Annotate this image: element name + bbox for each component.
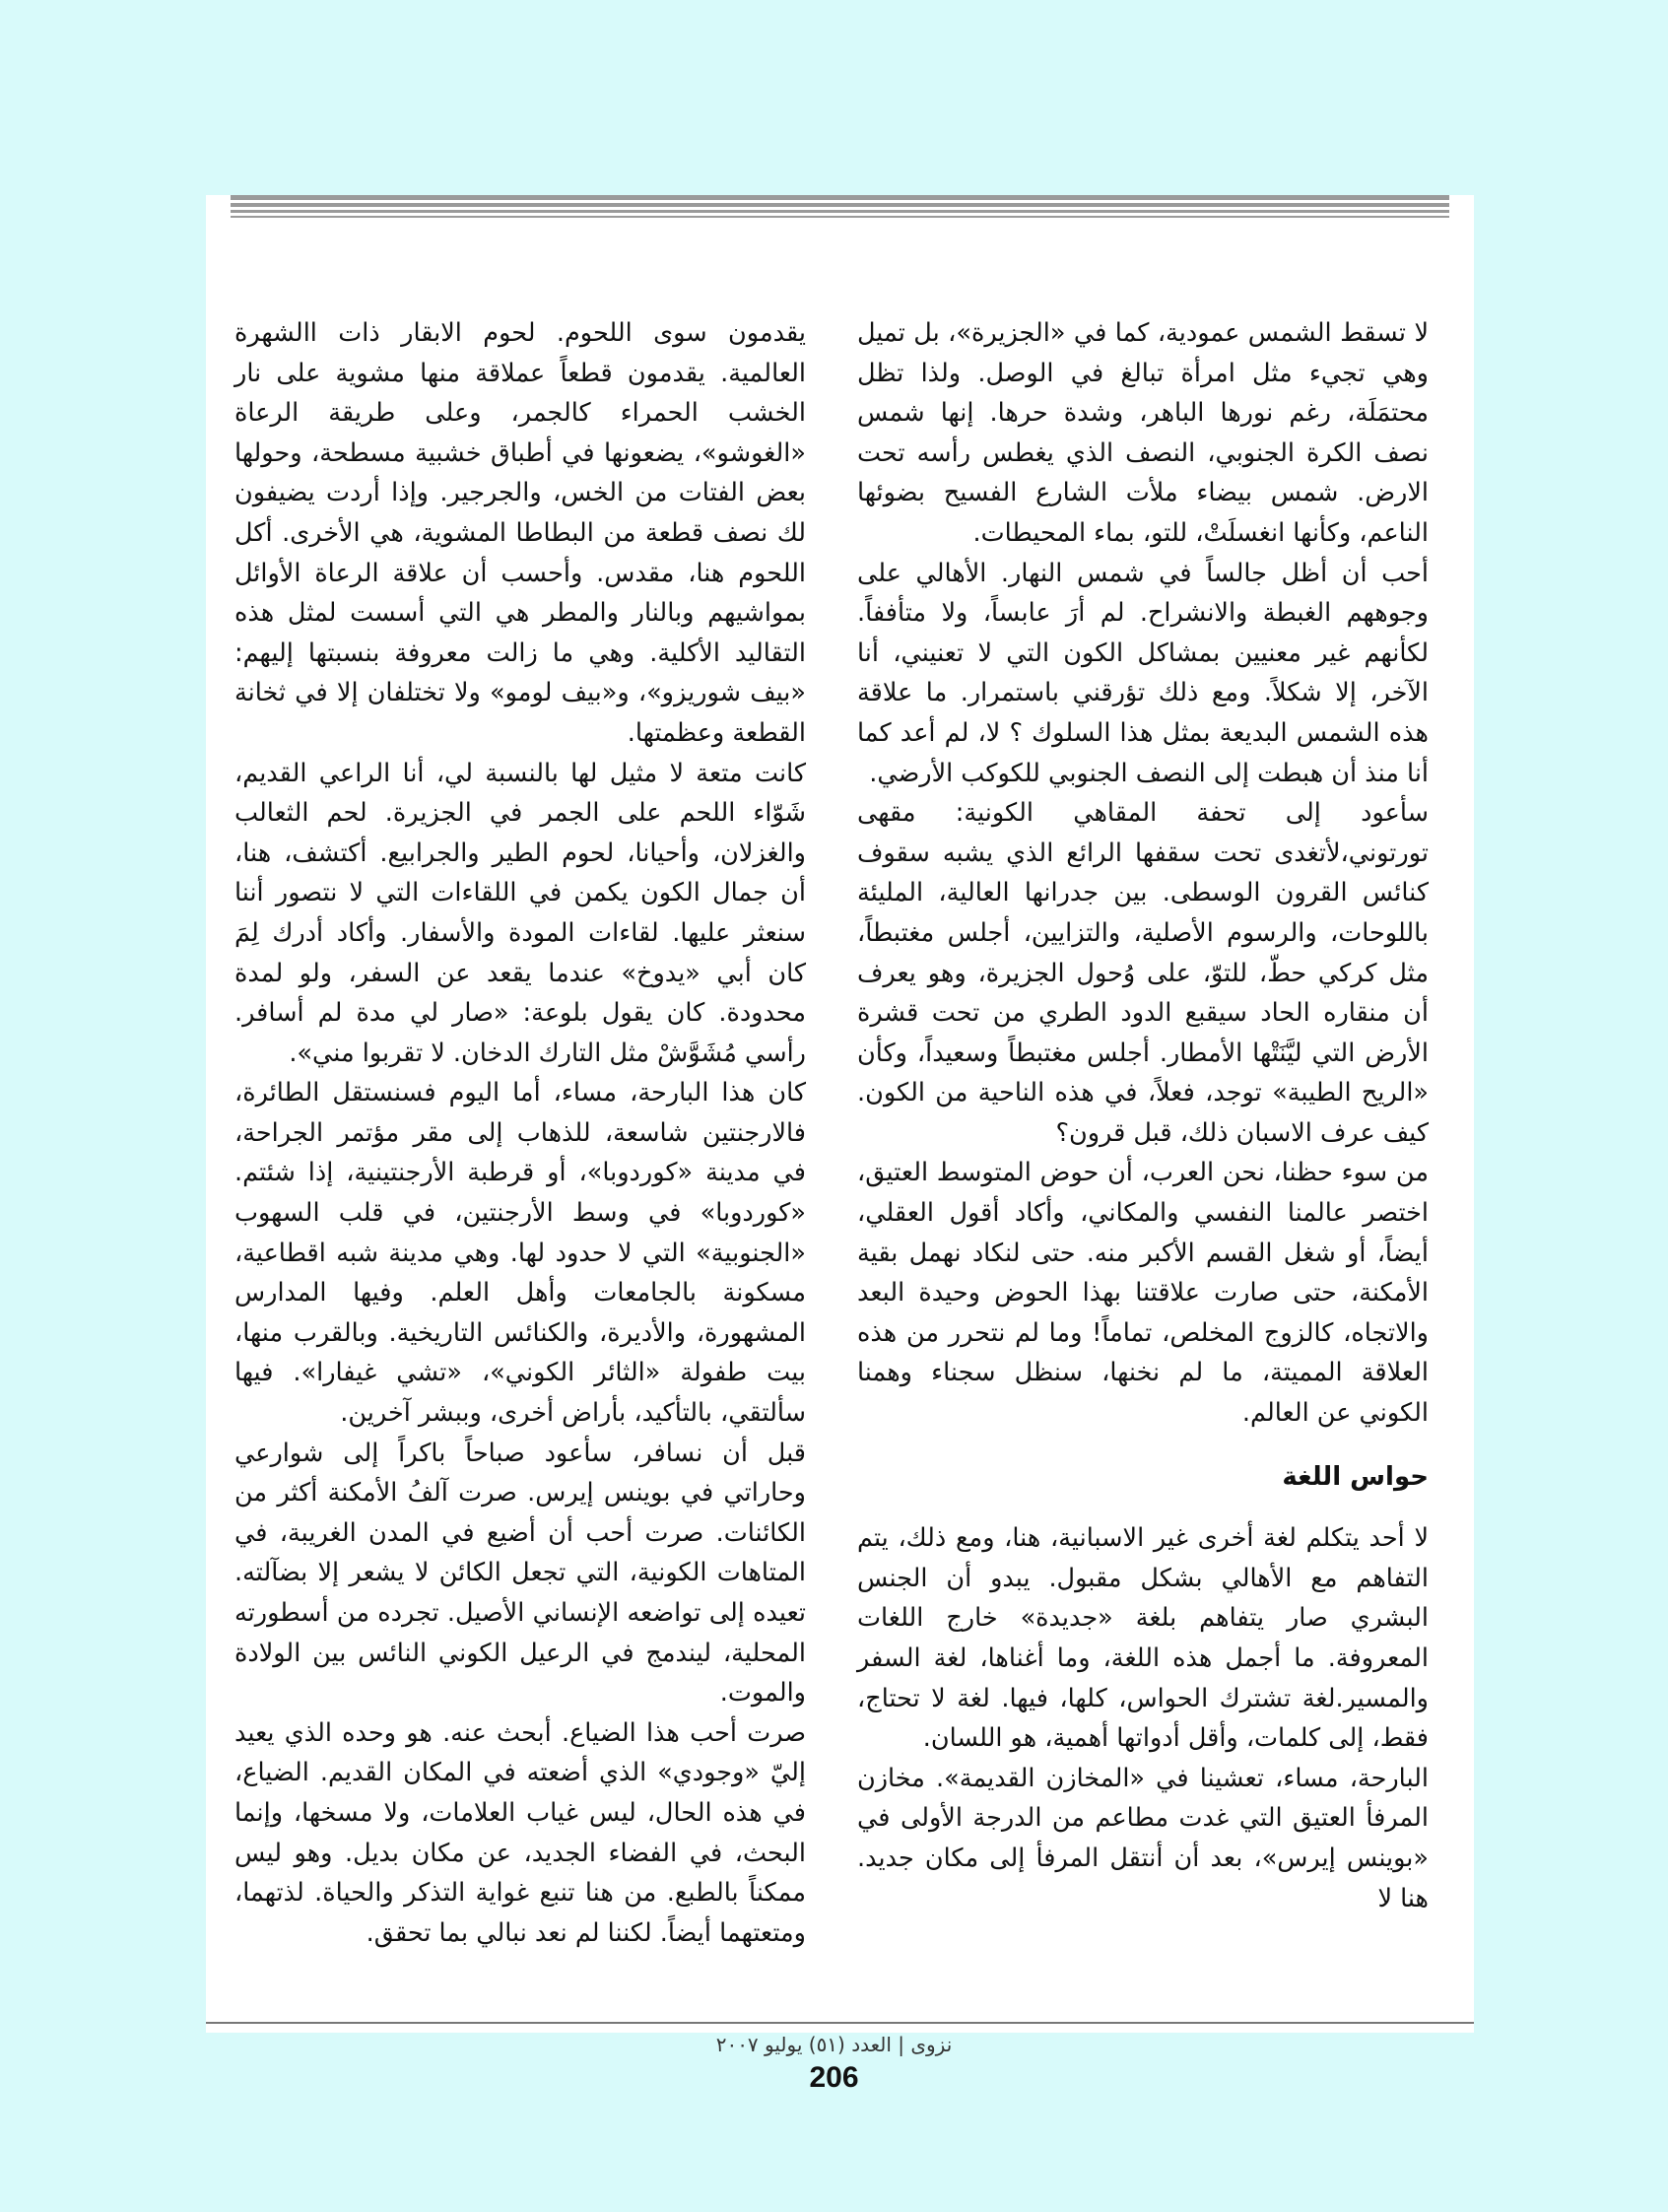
header-rules <box>231 195 1449 219</box>
issue-line: نزوى | العدد (٥١) يوليو ٢٠٠٧ <box>715 2033 953 2056</box>
paragraph: قبل أن نسافر، سأعود صباحاً باكراً إلى شوارعي وحاراتي في بوينس إيرس. صرت آلفُ الأمكنة أكثر من الكائنات. صرت أحب أن أضيع في المدن الغريبة، في المتاهات الكونية، التي تجعل الكائن لا يشعر إلا بضآلته. تعيده إلى تواضعه الإنساني الأصيل. تجرده من أسطورته المحلية، ليندمج في الرعيل الكوني النائس بين الولادة والموت. <box>234 1438 806 1709</box>
page-sheet <box>206 195 1474 2033</box>
paragraph: لا تسقط الشمس عمودية، كما في «الجزيرة»، بل تميل وهي تجيء مثل امرأة تبالغ في الوصل. ولذا تظل محتمَلَة، رغم نورها الباهر، وشدة حرها. إنها شمس نصف الكرة الجنوبي، النصف الذي يغطس رأسه تحت الارض. شمس بيضاء ملأت الشارع الفسيح بضوئها الناعم، وكأنها انغسلَتْ، للتو، بماء المحيطات. <box>857 318 1429 548</box>
left-column <box>234 313 806 1953</box>
paragraph: كان هذا البارحة، مساء، أما اليوم فسنستقل الطائرة، فالارجنتين شاسعة، للذهاب إلى مقر مؤتمر الجراحة، في مدينة «كوردوبا»، أو قرطبة الأرجنتينية، إذا شئتم. «كوردوبا» في وسط الأرجنتين، في قلب السهوب «الجنوبية» التي لا حدود لها. وهي مدينة شبه اقطاعية، مسكونة بالجامعات وأهل العلم. وفيها المدارس المشهورة، والأديرة، والكنائس التاريخية. وبالقرب منها، بيت طفولة «الثائر الكوني»، «تشي غيفارا». فيها سألتقي، بالتأكيد، بأراض أخرى، وببشر آخرين. <box>234 1078 806 1429</box>
page-number: 206 <box>809 2061 859 2094</box>
paragraph: البارحة، مساء، تعشينا في «المخازن القديمة». مخازن المرفأ العتيق التي غدت مطاعم من الدرجة الأولى في «بوينس إيرس»، بعد أن أنتقل المرفأ إلى مكان جديد. هنا لا <box>857 1763 1429 1913</box>
paragraph: صرت أحب هذا الضياع. أبحث عنه. هو وحده الذي يعيد إليّ «وجودي» الذي أضعته في المكان القديم. الضياع، في هذه الحال، ليس غياب العلامات، ولا مسخها، وإنما البحث، في الفضاء الجديد، عن مكان بديل. وهو ليس ممكناً بالطبع. من هنا تنبع غواية التذكر والحياة. لذتهما، ومتعتهما أيضاً. لكننا لم نعد نبالي بما تحقق. <box>234 1717 806 1948</box>
footer-rule <box>206 2022 1474 2024</box>
paragraph: سأعود إلى تحفة المقاهي الكونية: مقهى تورتوني،لأتغدى تحت سقفها الرائع الذي يشبه سقوف كنائس القرون الوسطى. بين جدرانها العالية، المليئة باللوحات، والرسوم الأصلية، والتزايين، أجلس مغتبطاً، مثل كركي حطّ، للتوّ، على وُحول الجزيرة، وهو يعرف أن منقاره الحاد سيقبع الدود الطري من تحت قشرة الأرض التي ليَّنَتْها الأمطار. أجلس مغتبطاً وسعيداً، وكأن «الريح الطيبة» توجد، فعلاً، في هذه الناحية من الكون. كيف عرف الاسبان ذلك، قبل قرون؟ <box>857 798 1429 1148</box>
paragraph: يقدمون سوى اللحوم. لحوم الابقار ذات االشهرة العالمية. يقدمون قطعاً عملاقة منها مشوية على نار الخشب الحمراء كالجمر، وعلى طريقة الرعاة «الغوشو»، يضعونها في أطباق خشبية مسطحة، وحولها بعض الفتات من الخس، والجرجير. وإذا أردت يضيفون لك نصف قطعة من البطاطا المشوية، هي الأخرى. أكل اللحوم هنا، مقدس. وأحسب أن علاقة الرعاة الأوائل بمواشيهم وبالنار والمطر هي التي أسست لمثل هذه التقاليد الأكلية. وهي ما زالت معروفة بنسبتها إليهم: «بيف شوريزو»، و«بيف لومو» ولا تختلفان إلا في ثخانة القطعة وعظمتها. <box>234 318 806 748</box>
paragraph: لا أحد يتكلم لغة أخرى غير الاسبانية، هنا، ومع ذلك، يتم التفاهم مع الأهالي بشكل مقبول. يبدو أن الجنس البشري صار يتفاهم بلغة «جديدة» خارج اللغات المعروفة. ما أجمل هذه اللغة، وما أغناها، لغة السفر والمسير.لغة تشترك الحواس، كلها، فيها. لغة لا تحتاج، فقط، إلى كلمات، وأقل أدواتها أهمية، هو اللسان. <box>857 1523 1429 1754</box>
paragraph: أحب أن أظل جالساً في شمس النهار. الأهالي على وجوههم الغبطة والانشراح. لم أرَ عابساً، ولا متأففاً. لكأنهم غير معنيين بمشاكل الكون التي لا تعنيني، أنا الآخر، إلا شكلاً. ومع ذلك تؤرقني باستمرار. ما علاقة هذه الشمس البديعة بمثل هذا السلوك ؟ لا، لم أعد كما أنا منذ أن هبطت إلى النصف الجنوبي للكوكب الأرضي. <box>857 558 1429 788</box>
right-column <box>857 313 1429 1918</box>
section-heading: حواس اللغة <box>1282 1461 1429 1492</box>
paragraph: كانت متعة لا مثيل لها بالنسبة لي، أنا الراعي القديم، شَوّاء اللحم على الجمر في الجزيرة. لحم الثعالب والغزلان، وأحيانا، لحوم الطير والجرابيع. أكتشف، هنا، أن جمال الكون يكمن في اللقاءات التي لا نتصور أننا سنعثر عليها. لقاءات المودة والأسفار. وأكاد أدرك لِمَ كان أبي «يدوخ» عندما يقعد عن السفر، ولو لمدة محدودة. كان يقول بلوعة: «صار لي مدة لم أسافر. رأسي مُشَوَّشْ مثل التارك الدخان. لا تقربوا مني». <box>234 758 806 1068</box>
paragraph: من سوء حظنا، نحن العرب، أن حوض المتوسط العتيق، اختصر عالمنا النفسي والمكاني، وأكاد أقول العقلي، أيضاً، أو شغل القسم الأكبر منه. حتى لنكاد نهمل بقية الأمكنة، حتى صارت علاقتنا بهذا الحوض وحيدة البعد والاتجاه، كالزوج المخلص، تماماً! وما لم نتحرر من هذه العلاقة المميتة، ما لم نخنها، سنظل سجناء وهمنا الكوني عن العالم. <box>857 1158 1429 1429</box>
